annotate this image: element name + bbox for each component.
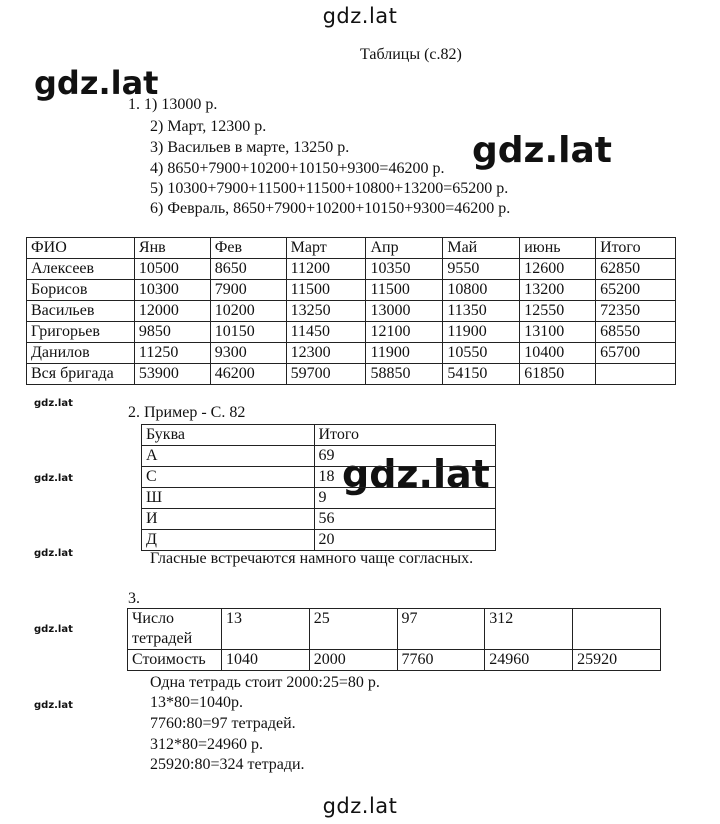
table-cell: 12100 — [366, 322, 443, 343]
table-cell: 10300 — [134, 280, 210, 301]
table-cell: 10200 — [210, 301, 286, 322]
watermark-large-right: gdz.lat — [472, 130, 613, 171]
task1-line-4: 4) 8650+7900+10200+10150+9300=46200 р. — [150, 160, 445, 177]
task1-line-5: 5) 10300+7900+11500+11500+10800+13200=65200 р. — [150, 180, 509, 197]
row-label-cell: Стоимость — [128, 650, 222, 671]
table-cell: 18 — [314, 467, 496, 488]
row-label-cell — [128, 609, 222, 650]
table-cell: Борисов — [27, 280, 135, 301]
table-cell: 12000 — [134, 301, 210, 322]
table-cell: 11250 — [134, 343, 210, 364]
task2-heading: 2. Пример - С. 82 — [128, 404, 246, 421]
table-cell: 13 — [221, 609, 309, 650]
table-cell: 20 — [314, 530, 496, 551]
table-cell: 11200 — [286, 259, 366, 280]
table-row — [142, 509, 496, 530]
table-row — [27, 364, 676, 385]
table-cell: 61850 — [520, 364, 596, 385]
row-label-line: тетрадей — [132, 630, 193, 647]
row-label-line: Число — [132, 610, 175, 627]
table-cell: 9 — [314, 488, 496, 509]
table-cell: Алексеев — [27, 259, 135, 280]
table-cell: И — [142, 509, 315, 530]
table-cell: 9300 — [210, 343, 286, 364]
table-cell: 12600 — [520, 259, 596, 280]
table-cell: 12300 — [286, 343, 366, 364]
page-title: Таблицы (с.82) — [360, 46, 462, 63]
table-row — [27, 322, 676, 343]
table-cell — [596, 364, 676, 385]
table-cell: 10800 — [443, 280, 520, 301]
table-cell: 1040 — [221, 650, 309, 671]
table-cell: 65200 — [596, 280, 676, 301]
task1-line-6: 6) Февраль, 8650+7900+10200+10150+9300=46200 р. — [150, 200, 511, 217]
table-cell: 62850 — [596, 259, 676, 280]
table-cell: 46200 — [210, 364, 286, 385]
header-cell: Янв — [134, 238, 210, 259]
table-cell: 69 — [314, 446, 496, 467]
task3-line-3: 7760:80=97 тетрадей. — [150, 715, 296, 732]
table-cell — [573, 609, 661, 650]
table-header-row — [142, 425, 496, 446]
header-cell: Буква — [142, 425, 315, 446]
task3-line-5: 25920:80=324 тетради. — [150, 756, 305, 773]
task1-line-2: 2) Март, 12300 р. — [150, 118, 267, 135]
table-cell: 13200 — [520, 280, 596, 301]
salary-table — [26, 237, 676, 385]
table-row — [128, 650, 661, 671]
table-row — [27, 259, 676, 280]
table-row — [27, 301, 676, 322]
table-cell: 13250 — [286, 301, 366, 322]
table-cell: 65700 — [596, 343, 676, 364]
watermark-small-1: gdz.lat — [34, 398, 73, 409]
table-cell: 9550 — [443, 259, 520, 280]
table-cell: Григорьев — [27, 322, 135, 343]
table-row — [142, 467, 496, 488]
header-cell: ФИО — [27, 238, 135, 259]
watermark-large-center: gdz.lat — [342, 452, 490, 496]
table-cell: 53900 — [134, 364, 210, 385]
watermark-small-2: gdz.lat — [34, 473, 73, 484]
task1-line-3: 3) Васильев в марте, 13250 р. — [150, 139, 350, 156]
watermark-small-3: gdz.lat — [34, 548, 73, 559]
table-cell: 10550 — [443, 343, 520, 364]
watermark-small-4: gdz.lat — [34, 624, 73, 635]
task3-line-4: 312*80=24960 р. — [150, 736, 264, 753]
table-cell: Д — [142, 530, 315, 551]
header-cell: Итого — [314, 425, 496, 446]
table-cell: 11900 — [443, 322, 520, 343]
table-cell: 12550 — [520, 301, 596, 322]
watermark-top: gdz.lat — [322, 4, 398, 28]
header-cell: июнь — [520, 238, 596, 259]
table-cell: Ш — [142, 488, 315, 509]
task2-conclusion: Гласные встречаются намного чаще согласных. — [150, 550, 474, 567]
header-cell: Апр — [366, 238, 443, 259]
notebook-cost-table — [127, 608, 661, 671]
table-cell: 10400 — [520, 343, 596, 364]
table-cell: 10500 — [134, 259, 210, 280]
table-cell: 72350 — [596, 301, 676, 322]
table-cell: 13000 — [366, 301, 443, 322]
table-cell: 56 — [314, 509, 496, 530]
task3-heading: 3. — [128, 590, 140, 607]
header-cell: Итого — [596, 238, 676, 259]
table-cell: А — [142, 446, 315, 467]
table-cell: 54150 — [443, 364, 520, 385]
table-cell: 24960 — [485, 650, 573, 671]
watermark-small-5: gdz.lat — [34, 700, 73, 711]
watermark-large-left: gdz.lat — [34, 64, 159, 102]
letter-count-table — [141, 424, 496, 551]
table-cell: С — [142, 467, 315, 488]
table-row — [128, 609, 661, 650]
table-cell: 25 — [309, 609, 397, 650]
header-cell: Май — [443, 238, 520, 259]
table-cell: 11450 — [286, 322, 366, 343]
table-cell: 10150 — [210, 322, 286, 343]
task3-line-2: 13*80=1040р. — [150, 694, 244, 711]
table-cell: 13100 — [520, 322, 596, 343]
table-row — [27, 280, 676, 301]
table-row — [142, 530, 496, 551]
table-cell: 7900 — [210, 280, 286, 301]
task1-line-1: 1. 1) 13000 р. — [128, 96, 218, 113]
header-cell: Фев — [210, 238, 286, 259]
table-cell: 312 — [485, 609, 573, 650]
table-cell: 68550 — [596, 322, 676, 343]
header-cell: Март — [286, 238, 366, 259]
table-cell: Данилов — [27, 343, 135, 364]
table-cell: 25920 — [573, 650, 661, 671]
table-cell: 10350 — [366, 259, 443, 280]
table-cell: 11500 — [366, 280, 443, 301]
table-cell: 2000 — [309, 650, 397, 671]
table-cell: Васильев — [27, 301, 135, 322]
table-cell: 11350 — [443, 301, 520, 322]
table-cell: 11900 — [366, 343, 443, 364]
table-cell: 7760 — [397, 650, 485, 671]
table-cell: 58850 — [366, 364, 443, 385]
table-cell: 59700 — [286, 364, 366, 385]
task3-line-1: Одна тетрадь стоит 2000:25=80 р. — [150, 674, 380, 691]
table-row — [142, 446, 496, 467]
table-cell: 8650 — [210, 259, 286, 280]
table-row — [27, 343, 676, 364]
table-cell: 11500 — [286, 280, 366, 301]
table-cell: 97 — [397, 609, 485, 650]
table-header-row — [27, 238, 676, 259]
table-cell: Вся бригада — [27, 364, 135, 385]
watermark-bottom: gdz.lat — [322, 794, 398, 818]
table-row — [142, 488, 496, 509]
table-cell: 9850 — [134, 322, 210, 343]
